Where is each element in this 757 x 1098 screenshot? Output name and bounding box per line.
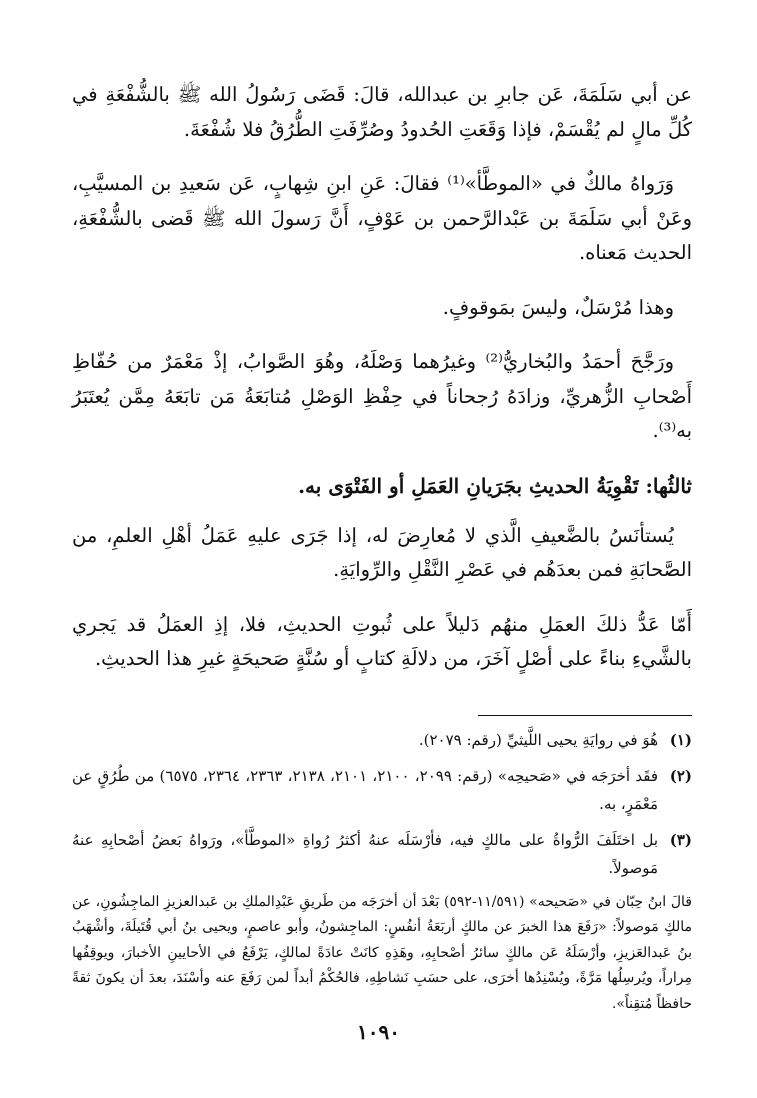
footnote [72,726,692,754]
body-paragraph: أَمّا عَدُّ ذلكَ العمَلِ منهُم دَليلاً على ثُبوتِ الحديثِ، فلا، إذِ العمَلُ قد يَجري بالشَّيءِ بناءً على أصْلٍ آخَرَ، من دلالَةِ كتابٍ أو سُنَّةٍ صَحيحَةٍ غيرِ هذا الحديثِ. [72,612,692,670]
footnote-text: بل اختَلَفَ الرُّواةُ على مالكٍ فيه، فأرْسَلَه عنهُ أكثرُ رُواةِ «الموطَّأ»، ورَواهُ بَعضُ أصْحابِهِ عنهُ مَوصولاً. [72,830,658,877]
footnote-number: (٣) [669,830,692,849]
footnote-text: هُوَ في روايَةِ يحيى اللَّيثيِّ (رقم: ٢٠٧٩). [418,730,658,749]
body-paragraph: عن أبي سَلَمَةَ، عَن جابرِ بن عبدالله، قالَ: قَضَى رَسُولُ الله ﷺ بالشُّفْعَةِ في كُلِّ مالٍ لم يُقْسَمْ، فإذا وَقَعَتِ الحُدودُ وصُرِّفَتِ الطُّرُقُ فلا شُفْعَةَ. [72,83,692,141]
page-content [72,78,692,1017]
footnote-text: فقَد أخرَجَه في «صَحيحِه» (رقم: ٢٠٩٩، ٢١٠٠، ٢١٠١، ٢١٣٨، ٢٣٦٣، ٢٣٦٤، ٦٥٧٥) من طُرُقٍ عن مَعْمَرٍ، به. [72,766,659,813]
section-heading: ثالثُها: تَقْوِيَةُ الحديثِ بجَرَيانِ العَمَلِ أو الفَتْوَى به. [298,473,692,498]
body-paragraph: وَرَواهُ مالكٌ في «الموطَّأ»⁽¹⁾ فقالَ: عَنِ ابنِ شِهابٍ، عَن سَعيدِ بن المسيَّبِ، وعَنْ أبي سَلَمَةَ بن عَبْدالرَّحمن بن عَوْفٍ، أَنَّ رَسولَ الله ﷺ قَضى بالشُّفْعَةِ، الحديث مَعناه. [72,172,692,264]
page-number: ١٠٩٠ [357,1020,400,1044]
footnote-number: (١) [669,730,692,749]
footnote-continuation: قالَ ابنُ حِبّان في «صَحيحه» (١١/٥٩١-٥٩٢) بَعْدَ أن أخرَجَه من طَريقِ عَبْدِالملكِ بن عَبدالعزيزِ الماجِشُونِ، عن مالكٍ مَوصولاً: «رَفَعَ هذا الخبرَ عن مالكٍ أربَعَةُ أنفُسٍ: الماجِشونُ، وأبو عاصمٍ، ويحيى بنُ أبي قُتَيلَةَ، وأشْهَبُ بنُ عَبدالعَزيزِ، وأرْسَلَهُ عَن مالكٍ سائرُ أصْحابِهِ، وهَذِهِ كانَتْ عادَةً لمالكٍ، يَرْفَعُ في الأحايينِ الأخبارَ، ويوقِفُها مِراراً، ويُرسِلُها مَرَّةً، ويُسْنِدُها أخرَى، على حسَبِ نَشاطِهِ، فالحُكْمُ أبداً لمن رَفَعَ عنه وأسْنَدَ، بعدَ أن يكونَ ثقةً حافظاً مُتقِناً». [72,893,692,1012]
footnote [72,826,692,882]
footnote-number: (٢) [669,766,692,785]
body-paragraph: يُستأنَسُ بالضَّعيفِ الَّذي لا مُعارِضَ له، إذا جَرَى عليهِ عَمَلُ أهْلِ العلمِ، من الصَّحابَةِ فمن بعدَهُم في عَصْرِ النَّقْلِ والرِّوايَةِ. [72,523,692,581]
body-paragraph: وهذا مُرْسَلٌ، وليسَ بمَوقوفٍ. [442,295,674,319]
body-paragraph: ورَجَّحَ أحمَدُ والبُخاريُّ⁽²⁾ وغيرُهما وَصْلَهُ، وهُوَ الصَّوابُ، إذْ مَعْمَرٌ من حُفّاظِ أَصْحابِ الزُّهريِّ، وزادَهُ رُجحاناً في حِفْظِ الوَصْلِ مُتابَعَةُ مَن تابَعَهُ مِمَّن يُعتَبَرُ به⁽³⁾. [72,350,692,442]
footnote-divider [478,715,692,716]
footnote [72,762,692,818]
